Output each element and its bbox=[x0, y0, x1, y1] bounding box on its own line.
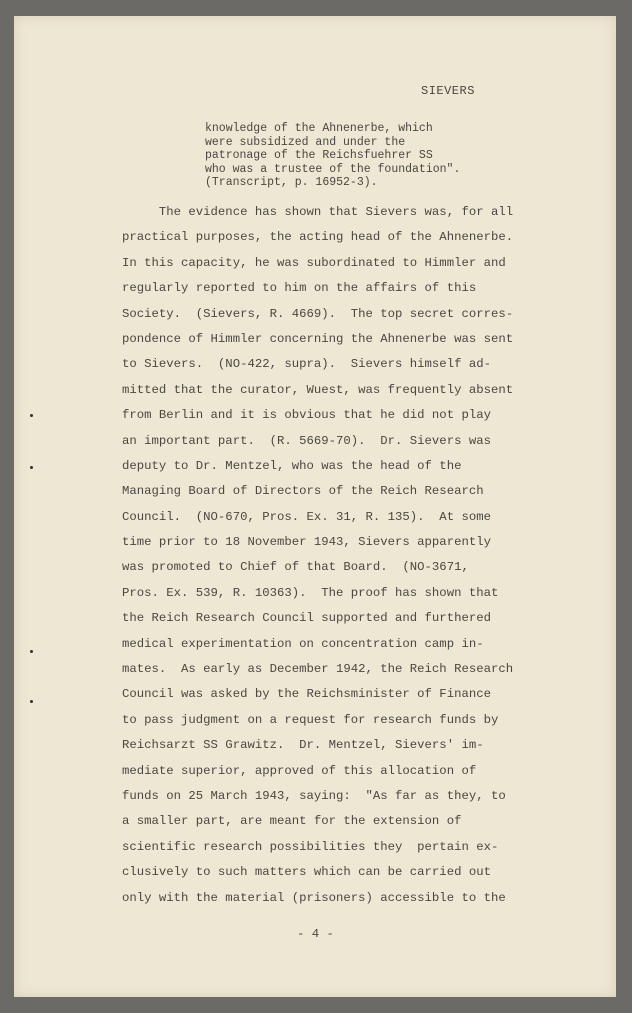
body-line: Council. (NO-670, Pros. Ex. 31, R. 135). At some bbox=[122, 509, 491, 524]
quote-line: (Transcript, p. 16952-3). bbox=[205, 176, 378, 190]
quote-line: who was a trustee of the foundation". bbox=[205, 162, 461, 176]
running-header: SIEVERS bbox=[421, 84, 475, 98]
body-line: from Berlin and it is obvious that he did not play bbox=[122, 408, 491, 423]
body-line: mates. As early as December 1942, the Reich Research bbox=[122, 662, 514, 677]
body-line: The evidence has shown that Sievers was, for all bbox=[122, 205, 514, 219]
margin-mark bbox=[30, 700, 33, 703]
body-line: only with the material (prisoners) accessible to the bbox=[122, 890, 506, 905]
body-line: an important part. (R. 5669-70). Dr. Sievers was bbox=[122, 433, 491, 448]
body-line: was promoted to Chief of that Board. (NO-3671, bbox=[122, 560, 469, 575]
body-line: time prior to 18 November 1943, Sievers apparently bbox=[122, 535, 491, 550]
body-line: the Reich Research Council supported and furthered bbox=[122, 611, 491, 626]
body-line: mitted that the curator, Wuest, was frequently absent bbox=[122, 382, 514, 397]
quote-line: patronage of the Reichsfuehrer SS bbox=[205, 149, 433, 163]
body-line: deputy to Dr. Mentzel, who was the head of the bbox=[122, 458, 462, 473]
block-quote bbox=[205, 122, 460, 190]
quote-line: were subsidized and under the bbox=[205, 135, 406, 149]
body-line: clusively to such matters which can be carried out bbox=[122, 865, 491, 880]
body-text bbox=[122, 200, 513, 911]
body-line: In this capacity, he was subordinated to Himmler and bbox=[122, 255, 506, 270]
margin-mark bbox=[30, 650, 33, 653]
body-line: practical purposes, the acting head of the Ahnenerbe. bbox=[122, 230, 514, 245]
body-line: Reichsarzt SS Grawitz. Dr. Mentzel, Sievers' im- bbox=[122, 738, 484, 753]
body-line: to Sievers. (NO-422, supra). Sievers himself ad- bbox=[122, 357, 491, 372]
body-line: scientific research possibilities they pertain ex- bbox=[122, 839, 499, 854]
document-page bbox=[14, 16, 616, 997]
body-line: mediate superior, approved of this allocation of bbox=[122, 763, 477, 778]
body-line: to pass judgment on a request for research funds by bbox=[122, 712, 499, 727]
body-line: funds on 25 March 1943, saying: "As far as they, to bbox=[122, 788, 506, 803]
body-line: Pros. Ex. 539, R. 10363). The proof has shown that bbox=[122, 585, 499, 600]
body-line: medical experimentation on concentration camp in- bbox=[122, 636, 484, 651]
page-number: - 4 - bbox=[297, 927, 334, 941]
margin-mark bbox=[30, 414, 33, 417]
body-line: Council was asked by the Reichsminister of Finance bbox=[122, 687, 491, 702]
body-line: pondence of Himmler concerning the Ahnenerbe was sent bbox=[122, 331, 514, 346]
margin-mark bbox=[30, 466, 33, 469]
body-line: regularly reported to him on the affairs of this bbox=[122, 281, 477, 296]
quote-line: knowledge of the Ahnenerbe, which bbox=[205, 122, 433, 135]
body-line: a smaller part, are meant for the extension of bbox=[122, 814, 462, 829]
body-line: Managing Board of Directors of the Reich Research bbox=[122, 484, 484, 499]
body-line: Society. (Sievers, R. 4669). The top secret corres- bbox=[122, 306, 514, 321]
